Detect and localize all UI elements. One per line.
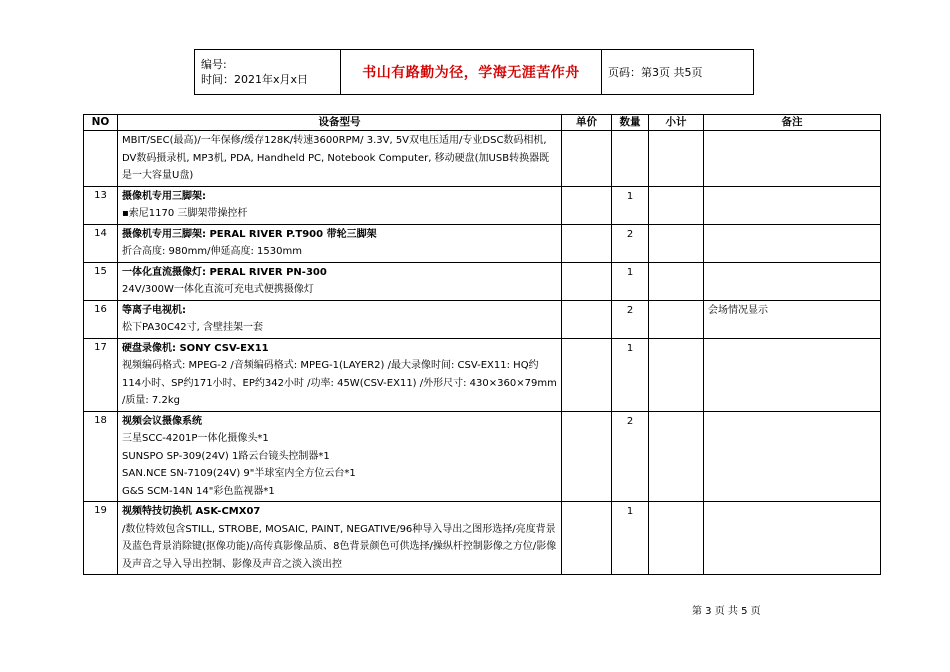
- table-row: [84, 131, 881, 187]
- row-note: [704, 502, 881, 575]
- row-subtotal: [649, 502, 704, 575]
- table-row: [84, 338, 881, 411]
- page-footer: 第 3 页 共 5 页: [692, 606, 761, 617]
- item-spec-line: ▪索尼1170 三脚架带操控杆: [122, 208, 248, 219]
- column-header-price: 单价: [562, 115, 612, 131]
- time-label: 时间：2021年x月x日: [201, 73, 309, 86]
- equipment-table: [83, 114, 881, 575]
- item-spec-line: 24V/300W一体化直流可充电式便携摄像灯: [122, 284, 314, 295]
- item-title: 等离子电视机:: [122, 304, 186, 316]
- row-subtotal: [649, 300, 704, 338]
- item-title: 硬盘录像机: SONY CSV-EX11: [122, 342, 269, 354]
- row-description: [118, 186, 562, 224]
- row-number: 17: [84, 338, 118, 411]
- item-spec-line: 折合高度: 980mm/伸延高度: 1530mm: [122, 246, 302, 257]
- table-row: [84, 411, 881, 502]
- item-title: 摄像机专用三脚架: PERAL RIVER P.T900 带轮三脚架: [122, 228, 377, 240]
- row-subtotal: [649, 338, 704, 411]
- row-quantity: 1: [612, 338, 649, 411]
- row-description: [118, 411, 562, 502]
- row-note: [704, 338, 881, 411]
- row-number: 18: [84, 411, 118, 502]
- page-label: 页码：第3页 共5页: [602, 50, 754, 95]
- row-price: [562, 502, 612, 575]
- item-title: 视频特技切换机 ASK-CMX07: [122, 506, 261, 517]
- column-header-note: 备注: [704, 115, 881, 131]
- row-description: [118, 262, 562, 300]
- motto: 书山有路勤为径，学海无涯苦作舟: [341, 50, 602, 95]
- document-header: [194, 49, 754, 95]
- item-spec-line: MBIT/SEC(最高)/一年保修/缓存128K/转速3600RPM/ 3.3V, 5V双电压适用/专业DSC数码相机, DV数码摄录机, MP3机, PDA, Handheld PC, Notebook Computer, 移动硬盘(加USB转换器既是一大容量U盘): [122, 135, 550, 181]
- row-subtotal: [649, 131, 704, 187]
- row-quantity: 2: [612, 411, 649, 502]
- row-price: [562, 186, 612, 224]
- table-row: [84, 300, 881, 338]
- row-subtotal: [649, 186, 704, 224]
- row-subtotal: [649, 224, 704, 262]
- item-title: 视频会议摄像系统: [122, 415, 202, 427]
- header-meta: [195, 50, 341, 95]
- row-quantity: [612, 131, 649, 187]
- item-spec-line: 松下PA30C42寸, 含壁挂架一套: [122, 322, 264, 333]
- row-subtotal: [649, 411, 704, 502]
- table-row: [84, 186, 881, 224]
- item-spec-line: SUNSPO SP-309(24V) 1路云台镜头控制器*1: [122, 450, 330, 462]
- row-note: [704, 186, 881, 224]
- item-spec-line: 视频编码格式: MPEG-2 /音频编码格式: MPEG-1(LAYER2) /最大录像时间: CSV-EX11: HQ约114小时、SP约171小时、EP约342小时 /功率: 45W(CSV-EX11) /外形尺寸: 430×360×79mm /质量: 7.2kg: [122, 360, 557, 406]
- row-quantity: 2: [612, 300, 649, 338]
- row-quantity: 2: [612, 224, 649, 262]
- column-header-qty: 数量: [612, 115, 649, 131]
- row-price: [562, 262, 612, 300]
- row-subtotal: [649, 262, 704, 300]
- row-description: [118, 338, 562, 411]
- row-description: [118, 224, 562, 262]
- row-quantity: 1: [612, 262, 649, 300]
- table-row: [84, 502, 881, 575]
- item-title: 摄像机专用三脚架:: [122, 190, 206, 202]
- row-quantity: 1: [612, 502, 649, 575]
- row-number: 16: [84, 300, 118, 338]
- number-label: 编号:: [201, 58, 227, 71]
- row-description: [118, 502, 562, 575]
- table-header-row: [84, 115, 881, 131]
- row-price: [562, 411, 612, 502]
- row-price: [562, 300, 612, 338]
- row-note: [704, 131, 881, 187]
- column-header-model: 设备型号: [118, 115, 562, 131]
- table-row: [84, 224, 881, 262]
- row-description: [118, 300, 562, 338]
- row-number: 13: [84, 186, 118, 224]
- column-header-no: NO: [84, 115, 118, 131]
- row-number: [84, 131, 118, 187]
- item-spec-line: 三星SCC-4201P一体化摄像头*1: [122, 433, 269, 444]
- column-header-subtotal: 小计: [649, 115, 704, 131]
- row-quantity: 1: [612, 186, 649, 224]
- row-number: 19: [84, 502, 118, 575]
- row-number: 14: [84, 224, 118, 262]
- row-price: [562, 224, 612, 262]
- item-title: 一体化直流摄像灯: PERAL RIVER PN-300: [122, 266, 327, 278]
- row-note: [704, 411, 881, 502]
- item-spec-line: G&S SCM-14N 14"彩色监视器*1: [122, 485, 275, 497]
- row-note: 会场情况显示: [704, 300, 881, 338]
- row-price: [562, 338, 612, 411]
- row-note: [704, 224, 881, 262]
- item-spec-line: SAN.NCE SN-7109(24V) 9"半球室内全方位云台*1: [122, 468, 356, 479]
- table-row: [84, 262, 881, 300]
- row-description: [118, 131, 562, 187]
- item-spec-line: /数位特效包含STILL, STROBE, MOSAIC, PAINT, NEGATIVE/96种导入导出之图形选择/亮度背景及蓝色背景消除键(抠像功能)/高传真影像品质、8色背景颜色可供选择/操纵杆控制影像之方位/影像及声音之导入导出控制、影像及声音之淡入淡出控: [122, 523, 557, 570]
- row-note: [704, 262, 881, 300]
- row-price: [562, 131, 612, 187]
- row-number: 15: [84, 262, 118, 300]
